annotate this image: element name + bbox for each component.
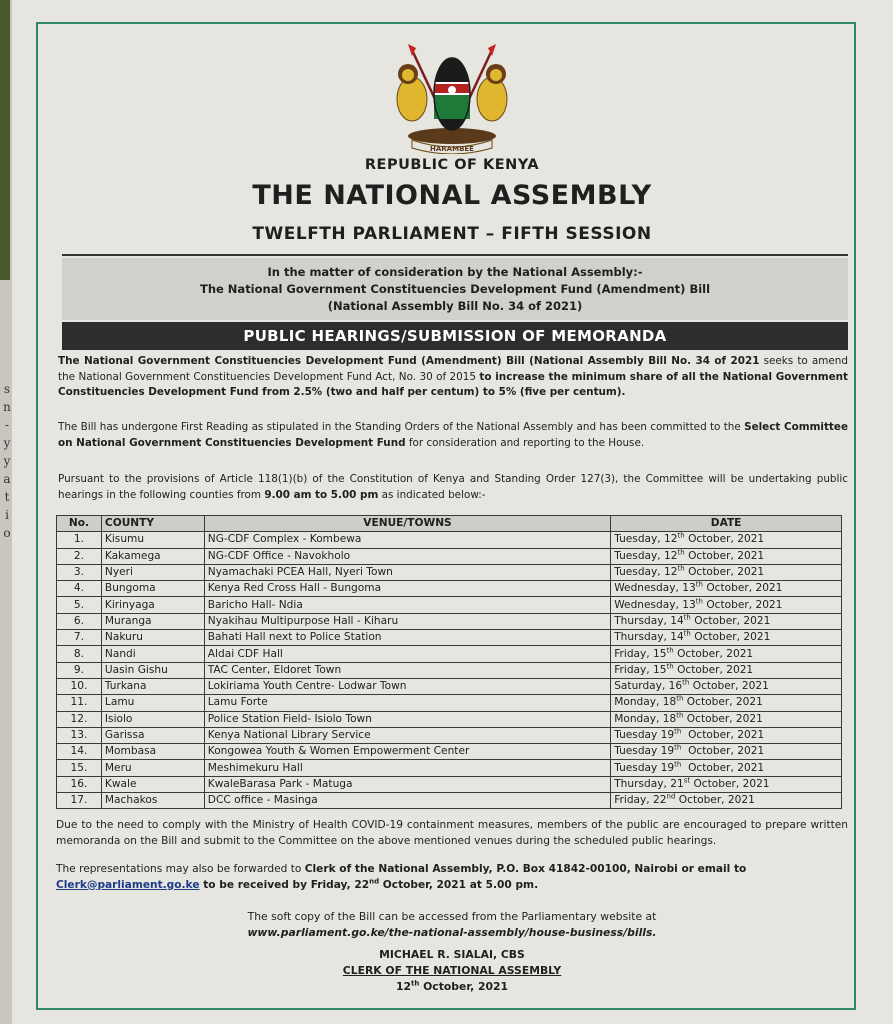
table-row — [57, 548, 842, 564]
row-date: Tuesday 19th October, 2021 — [611, 727, 842, 743]
row-number: 4. — [57, 581, 102, 597]
row-date: Thursday, 14th October, 2021 — [611, 613, 842, 629]
row-number: 14. — [57, 744, 102, 760]
table-row — [57, 776, 842, 792]
row-number: 16. — [57, 776, 102, 792]
table-row — [57, 581, 842, 597]
table-row — [57, 695, 842, 711]
matter-box — [62, 258, 848, 320]
row-date: Friday, 15th October, 2021 — [611, 662, 842, 678]
notice-content — [52, 0, 852, 1024]
row-number: 17. — [57, 793, 102, 809]
row-venue: Bahati Hall next to Police Station — [204, 630, 610, 646]
table-row — [57, 760, 842, 776]
table-row — [57, 646, 842, 662]
divider — [62, 254, 848, 256]
row-number: 15. — [57, 760, 102, 776]
row-date: Monday, 18th October, 2021 — [611, 695, 842, 711]
table-row — [57, 727, 842, 743]
table-row — [57, 564, 842, 580]
row-county: Lamu — [101, 695, 204, 711]
row-county: Mombasa — [101, 744, 204, 760]
row-date: Friday, 15th October, 2021 — [611, 646, 842, 662]
row-venue: Lamu Forte — [204, 695, 610, 711]
row-number: 2. — [57, 548, 102, 564]
row-county: Nandi — [101, 646, 204, 662]
adjacent-page-text: s n - y y a t i o — [3, 382, 11, 540]
row-county: Bungoma — [101, 581, 204, 597]
newspaper-page — [12, 0, 893, 1024]
header-date: DATE — [611, 516, 842, 532]
row-county: Isiolo — [101, 711, 204, 727]
row-county: Kakamega — [101, 548, 204, 564]
row-venue: Lokiriama Youth Centre- Lodwar Town — [204, 678, 610, 694]
table-body — [57, 532, 842, 809]
row-venue: Kenya National Library Service — [204, 727, 610, 743]
row-date: Thursday, 14th October, 2021 — [611, 630, 842, 646]
website-link[interactable]: www.parliament.go.ke/the-national-assembly/house-business/bills. — [247, 926, 657, 939]
email-link[interactable]: Clerk@parliament.go.ke — [56, 878, 200, 891]
table-row — [57, 630, 842, 646]
representations-paragraph: The representations may also be forwarded to Clerk of the National Assembly, P.O. Box 41842-00100, Nairobi or email to Clerk@parliament.go.ke to be received by Friday, 22nd October, 2021 at 5.00 pm. — [56, 863, 747, 891]
table-row — [57, 744, 842, 760]
signatory-name: MICHAEL R. SIALAI, CBS — [379, 948, 525, 961]
row-county: Kisumu — [101, 532, 204, 548]
republic-title: REPUBLIC OF KENYA — [364, 157, 540, 173]
table-row — [57, 793, 842, 809]
row-date: Thursday, 21st October, 2021 — [611, 776, 842, 792]
row-number: 9. — [57, 662, 102, 678]
row-number: 3. — [57, 564, 102, 580]
row-county: Turkana — [101, 678, 204, 694]
row-date: Monday, 18th October, 2021 — [611, 711, 842, 727]
row-venue: Kenya Red Cross Hall - Bungoma — [204, 581, 610, 597]
parliament-session: TWELFTH PARLIAMENT – FIFTH SESSION — [252, 224, 652, 244]
row-county: Nakuru — [101, 630, 204, 646]
row-county: Machakos — [101, 793, 204, 809]
softcopy-text: The soft copy of the Bill can be accessed from the Parliamentary website at — [247, 910, 657, 923]
row-venue: Police Station Field- Isiolo Town — [204, 711, 610, 727]
table-row — [57, 597, 842, 613]
row-date: Wednesday, 13th October, 2021 — [611, 597, 842, 613]
row-venue: NG-CDF Complex - Kombewa — [204, 532, 610, 548]
hearings-paragraph: Pursuant to the provisions of Article 118(1)(b) of the Constitution of Kenya and Standing Order 127(3), the Committee will be undertaking public hearings in the following counties from 9.00 am to 5.00 pm as indicated below:- — [58, 473, 848, 501]
row-number: 13. — [57, 727, 102, 743]
row-number: 10. — [57, 678, 102, 694]
row-number: 12. — [57, 711, 102, 727]
row-date: Wednesday, 13th October, 2021 — [611, 581, 842, 597]
row-date: Tuesday, 12th October, 2021 — [611, 564, 842, 580]
row-number: 5. — [57, 597, 102, 613]
row-date: Tuesday 19th October, 2021 — [611, 744, 842, 760]
row-venue: Aldai CDF Hall — [204, 646, 610, 662]
row-number: 6. — [57, 613, 102, 629]
row-county: Uasin Gishu — [101, 662, 204, 678]
matter-line-2: The National Government Constituencies Development Fund (Amendment) Bill — [199, 282, 711, 296]
committal-paragraph: The Bill has undergone First Reading as stipulated in the Standing Orders of the National Assembly and has been committed to the Select Committee on National Government Constituencies Development Fund for consideration and reporting to the House. — [58, 421, 848, 449]
header-no: No. — [57, 516, 102, 532]
row-date: Friday, 22nd October, 2021 — [611, 793, 842, 809]
svg-text:HARAMBEE: HARAMBEE — [430, 145, 474, 153]
row-venue: Nyamachaki PCEA Hall, Nyeri Town — [204, 564, 610, 580]
assembly-title: THE NATIONAL ASSEMBLY — [252, 180, 652, 211]
row-date: Saturday, 16th October, 2021 — [611, 678, 842, 694]
row-venue: Nyakihau Multipurpose Hall - Kiharu — [204, 613, 610, 629]
table-row — [57, 532, 842, 548]
row-date: Tuesday, 12th October, 2021 — [611, 548, 842, 564]
notice-date: 12th October, 2021 — [396, 979, 508, 993]
row-venue: Baricho Hall- Ndia — [204, 597, 610, 613]
table-row — [57, 711, 842, 727]
row-number: 7. — [57, 630, 102, 646]
row-venue: NG-CDF Office - Navokholo — [204, 548, 610, 564]
row-number: 8. — [57, 646, 102, 662]
row-date: Tuesday 19th October, 2021 — [611, 760, 842, 776]
signatory-title: CLERK OF THE NATIONAL ASSEMBLY — [342, 964, 562, 977]
hearing-schedule-table — [56, 515, 842, 809]
matter-line-3: (National Assembly Bill No. 34 of 2021) — [327, 299, 583, 313]
row-county: Kwale — [101, 776, 204, 792]
row-county: Nyeri — [101, 564, 204, 580]
header-venue: VENUE/TOWNS — [204, 516, 610, 532]
row-county: Kirinyaga — [101, 597, 204, 613]
row-county: Meru — [101, 760, 204, 776]
section-banner: PUBLIC HEARINGS/SUBMISSION OF MEMORANDA — [62, 322, 848, 350]
row-date: Tuesday, 12th October, 2021 — [611, 532, 842, 548]
table-row — [57, 678, 842, 694]
table-row — [57, 662, 842, 678]
matter-line-1: In the matter of consideration by the National Assembly:- — [267, 265, 643, 279]
row-county: Muranga — [101, 613, 204, 629]
row-venue: Meshimekuru Hall — [204, 760, 610, 776]
row-venue: TAC Center, Eldoret Town — [204, 662, 610, 678]
photo-edge — [0, 0, 10, 280]
row-venue: KwaleBarasa Park - Matuga — [204, 776, 610, 792]
row-venue: Kongowea Youth & Women Empowerment Center — [204, 744, 610, 760]
row-number: 11. — [57, 695, 102, 711]
table-row — [57, 613, 842, 629]
bill-purpose-paragraph: The National Government Constituencies Development Fund (Amendment) Bill (National Assembly Bill No. 34 of 2021 seeks to amend the National Government Constituencies Development Fund Act, No. 30 of 2015 to increase the minimum share of all the National Government Constituencies Development Fund from 2.5% (two and half per centum) to 5% (five per centum). — [58, 355, 848, 398]
crest-motto — [382, 44, 522, 154]
covid-paragraph: Due to the need to comply with the Ministry of Health COVID-19 containment measures, members of the public are encouraged to prepare written memoranda on the Bill and submit to the Committee on the above mentioned venues during the scheduled public hearings. — [56, 819, 848, 847]
table-header-row — [57, 516, 842, 532]
row-venue: DCC office - Masinga — [204, 793, 610, 809]
row-county: Garissa — [101, 727, 204, 743]
row-number: 1. — [57, 532, 102, 548]
header-county: COUNTY — [101, 516, 204, 532]
